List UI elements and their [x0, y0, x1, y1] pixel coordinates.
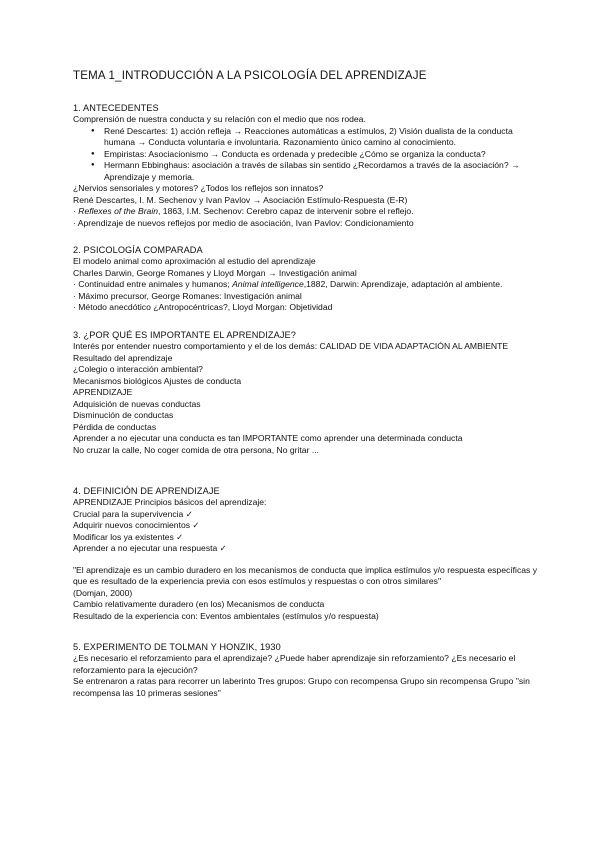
paragraph: Crucial para la supervivencia ✓: [73, 508, 193, 519]
paragraph: Aprender a no ejecutar una conducta es tan IMPORTANTE como aprender una determinada conducta: [73, 433, 463, 443]
paragraph: Resultado de la experiencia con: Eventos ambientales (estímulos y/o respuesta): [73, 610, 379, 621]
text-span: , 1863, I.M. Sechenov: Cerebro capaz de intervenir sobre el reflejo.: [158, 206, 414, 216]
italic-title: Reflexes of the Brain: [78, 206, 159, 216]
section-heading: 5. EXPERIMENTO DE TOLMAN Y HONZIK, 1930: [73, 642, 281, 652]
section-heading: 3. ¿POR QUÉ ES IMPORTANTE EL APRENDIZAJE?: [73, 330, 296, 340]
document-title: TEMA 1_INTRODUCCIÓN A LA PSICOLOGÍA DEL APRENDIZAJE: [73, 70, 427, 82]
paragraph: · Aprendizaje de nuevos reflejos por medio de asociación, Ivan Pavlov: Condicionamiento: [73, 217, 414, 228]
list-item: ● René Descartes: 1) acción refleja → Reacciones automáticas a estímulos, 2) Visión dualista de la conducta humana → Conducta voluntaria e involuntaria. Razonamiento único camino al conocimiento.: [73, 126, 543, 149]
list-item: ● Hermann Ebbinghaus: asociación a través de sílabas sin sentido ¿Recordamos a través de la asociación? → Aprendizaje y memoria.: [73, 160, 543, 183]
section-experimento: [73, 641, 543, 699]
paragraph: ¿Nervios sensoriales y motores? ¿Todos los reflejos son innatos?: [73, 183, 324, 193]
section-importancia: [73, 329, 543, 456]
paragraph: Cambio relativamente duradero (en los) Mecanismos de conducta: [73, 599, 325, 609]
paragraph: No cruzar la calle, No coger comida de otra persona, No gritar ...: [73, 444, 319, 455]
paragraph: Adquisición de nuevas conductas: [73, 398, 201, 409]
text-span: ·: [73, 206, 79, 216]
paragraph: ¿Colegio o interacción ambiental?: [73, 364, 203, 374]
paragraph: Aprender a no ejecutar una respuesta ✓: [73, 543, 227, 553]
paragraph: El modelo animal como aproximación al estudio del aprendizaje: [73, 256, 316, 266]
section-heading: 4. DEFINICIÓN DE APRENDIZAJE: [73, 486, 220, 496]
paragraph: Resultado del aprendizaje: [73, 352, 173, 363]
paragraph: Modificar los ya existentes ✓: [73, 531, 184, 542]
paragraph: Interés por entender nuestro comportamiento y el de los demás: CALIDAD DE VIDA ADAPTACIÓN AL AMBIENTE: [73, 341, 509, 351]
paragraph: [73, 206, 543, 218]
paragraph: · Método anecdótico ¿Antropocéntricas?, Lloyd Morgan: Objetividad: [73, 302, 333, 312]
text-span: ,1882, Darwin: Aprendizaje, adaptación al ambiente.: [303, 279, 503, 289]
section-heading: 2. PSICOLOGÍA COMPARADA: [73, 245, 203, 255]
paragraph: René Descartes, I. M. Sechenov y Ivan Pavlov → Asociación Estímulo-Respuesta (E-R): [73, 194, 408, 205]
paragraph: Comprensión de nuestra conducta y su relación con el medio que nos rodea.: [73, 114, 366, 124]
paragraph: Charles Darwin, George Romanes y Lloyd Morgan → Investigación animal: [73, 267, 357, 278]
paragraph: [73, 279, 543, 291]
paragraph: Pérdida de conductas: [73, 421, 157, 432]
quote-paragraph: "El aprendizaje es un cambio duradero en los mecanismos de conducta que implica estímulos y/o respuesta específicas y que es resultado de la experiencia previa con esos estímulos y respuestas o con otros similares": [73, 564, 538, 586]
citation: (Domjan, 2000): [73, 587, 133, 598]
list-item: ● Empiristas: Asociacionismo → Conducta es ordenada y predecible ¿Cómo se organiza la conducta?: [73, 149, 543, 161]
paragraph: Mecanismos biológicos Ajustes de conducta: [73, 375, 242, 386]
paragraph: Se entrenaron a ratas para recorrer un laberinto Tres grupos: Grupo con recompensa Grupo sin recompensa Grupo "sin recompensa las 10 primeras sesiones": [73, 676, 530, 698]
text-span: · Continuidad entre animales y humanos;: [73, 279, 233, 289]
paragraph: · Máximo precursor, George Romanes: Investigación animal: [73, 290, 302, 301]
section-antecedentes: [73, 102, 543, 229]
section-psicologia-comparada: [73, 244, 543, 314]
paragraph: APRENDIZAJE Principios básicos del aprendizaje:: [73, 497, 267, 507]
paragraph: ¿Es necesario el reforzamiento para el aprendizaje? ¿Puede haber aprendizaje sin reforzamiento? ¿Es necesario el reforzamiento para la ejecución?: [73, 653, 516, 675]
bullet-list: [73, 126, 543, 184]
paragraph: APRENDIZAJE: [73, 387, 133, 397]
italic-title: Animal intelligence: [232, 279, 304, 289]
section-definicion: [73, 485, 543, 622]
paragraph: Adquirir nuevos conocimientos ✓: [73, 520, 200, 530]
section-heading: 1. ANTECEDENTES: [73, 103, 159, 113]
paragraph: Disminución de conductas: [73, 410, 174, 420]
